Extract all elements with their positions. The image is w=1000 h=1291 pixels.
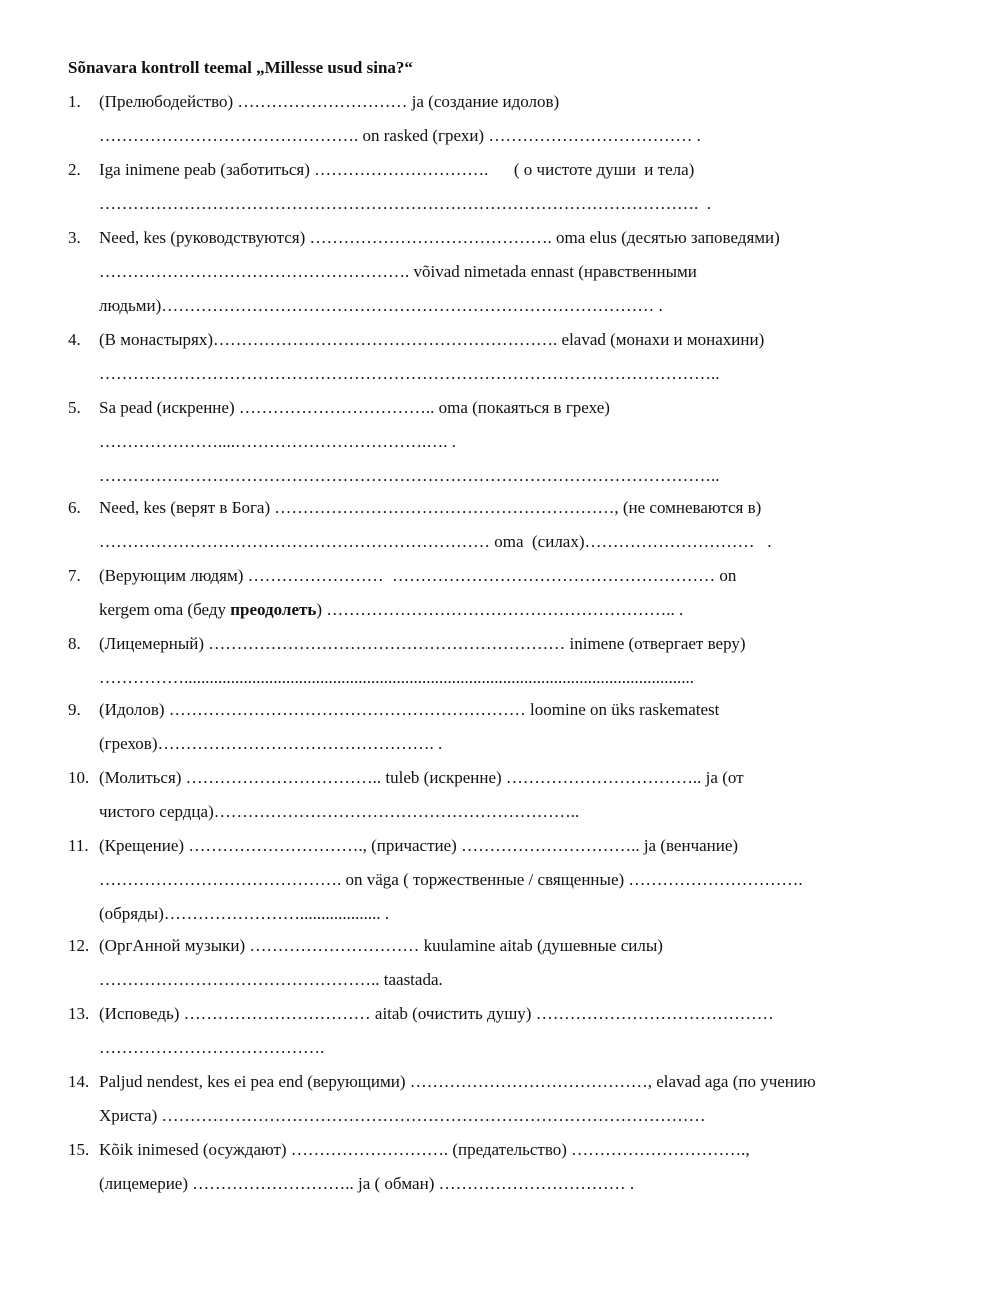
item-number: 9. (68, 700, 81, 719)
item-number: 10. (68, 768, 90, 787)
item-number: 2. (68, 160, 81, 179)
item-line: (Идолов) ……………………………………………………… loomine on üks raskematest (99, 700, 720, 719)
item-line: Need, kes (руководствуются) ……………………………………. oma elus (десятью заповедями) (99, 228, 780, 247)
item-number: 11. (68, 836, 89, 855)
item-line: …………………………………………………………… oma (силах)………………………… . (99, 532, 772, 551)
item-line: ……………………………………………………………………………………………. . (99, 194, 711, 213)
item-line: ………………………………………………. võivad nimetada ennast (нравственными (99, 262, 697, 281)
item-number: 13. (68, 1004, 90, 1023)
item-line: ………………………………………. on rasked (грехи) ……………………………… . (99, 126, 701, 145)
item-number: 4. (68, 330, 81, 349)
item-line: (В монастырях)……………………………………………………. elavad (монахи и монахини) (99, 330, 765, 349)
item-line: …………………....…………………………….…. . (99, 432, 456, 451)
item-line: Need, kes (верят в Бога) ……………………………………………………, (не сомневаются в) (99, 498, 762, 517)
item-line: Sa pead (искренне) …………………………….. oma (покаяться в грехе) (99, 398, 610, 417)
item-line: (ОргАнной музыки) ………………………… kuulamine aitab (душевные силы) (99, 936, 663, 955)
item-line: (Лицемерный) ……………………………………………………… inimene (отвергает веру) (99, 634, 746, 653)
item-line: людьми)…………………………………………………………………………… . (99, 296, 663, 315)
item-line: ………………………………………….. taastada. (99, 970, 443, 989)
item-number: 12. (68, 936, 90, 955)
item-line: (грехов)…………………………………………. . (99, 734, 443, 753)
item-line: (Крещение) …………………………., (причастие) ………………………….. ja (венчание) (99, 836, 739, 855)
item-line: (Прелюбодейство) ………………………… ja (создание идолов) (99, 92, 560, 111)
item-line: (обряды)……………………................... . (99, 904, 390, 923)
item-number: 8. (68, 634, 81, 653)
item-line: (Исповедь) …………………………… aitab (очистить душу) …………………………………… (99, 1004, 774, 1023)
item-number: 15. (68, 1140, 90, 1159)
item-number: 14. (68, 1072, 90, 1091)
item-line: ……………………………………………………………………………………………….. (99, 466, 720, 485)
item-line: ……………………………………. on väga ( торжественные / священные) …………………………. (99, 870, 803, 889)
item-line: (Молиться) …………………………….. tuleb (искренне) …………………………….. ja (от (99, 768, 744, 787)
item-number: 1. (68, 92, 81, 111)
item-line: чистого сердца)……………………………………………………….. (99, 802, 580, 821)
item-number: 5. (68, 398, 81, 417)
worksheet-title: Sõnavara kontroll teemal „Millesse usud sina?“ (68, 58, 413, 77)
item-line: (Верующим людям) …………………… ………………………………………………… on (99, 566, 737, 585)
item-line: Христа) …………………………………………………………………………………… (99, 1106, 706, 1125)
item-line: kergem oma (беду преодолеть) …………………………………………………….. . (99, 600, 684, 619)
item-line: Iga inimene peab (заботиться) …………………………. ( о чистоте души и тела) (99, 160, 695, 179)
item-number: 7. (68, 566, 81, 585)
item-number: 6. (68, 498, 81, 517)
item-line: …………………………………. (99, 1038, 325, 1057)
item-line: Kõik inimesed (осуждают) ………………………. (предательство) …………………………., (99, 1140, 750, 1159)
item-line: ……………........................................................................................................................ (99, 668, 694, 687)
item-line: ……………………………………………………………………………………………….. (99, 364, 720, 383)
item-line: Paljud nendest, kes ei pea end (верующими) ……………………………………, elavad aga (по учению (99, 1072, 816, 1091)
item-line: (лицемерие) ……………………….. ja ( обман) …………………………… . (99, 1174, 635, 1193)
item-number: 3. (68, 228, 81, 247)
